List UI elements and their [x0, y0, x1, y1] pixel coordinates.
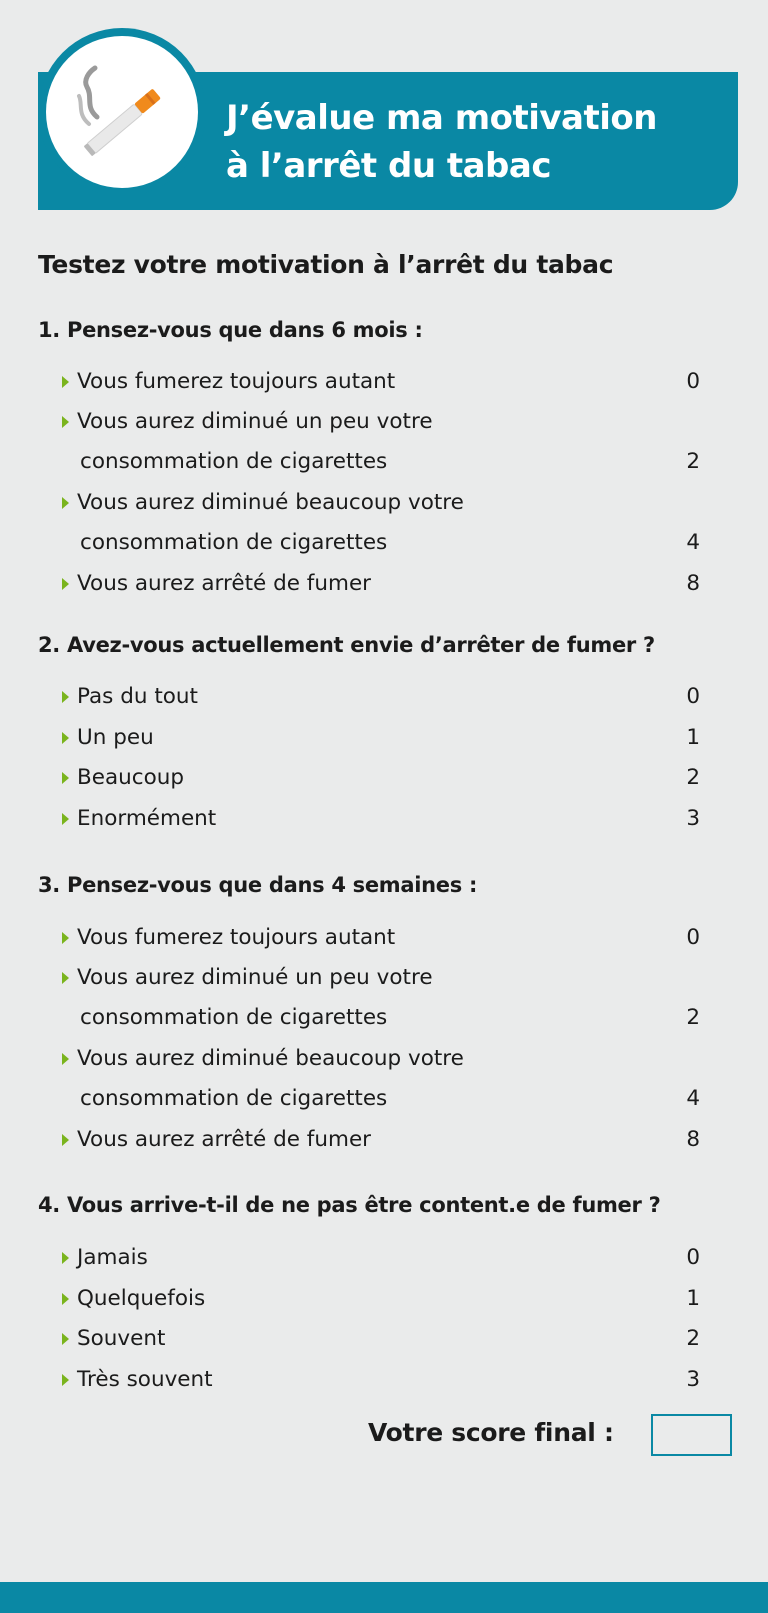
question-2-option-4[interactable]: Enormément 3: [62, 799, 700, 839]
bullet-icon: [62, 578, 69, 590]
question-1-option-3[interactable]: Vous aurez diminué beaucoup votre consommation de cigarettes 4: [62, 483, 700, 563]
question-4-title: 4. Vous arrive-t-il de ne pas être content.e de fumer ?: [38, 1193, 661, 1217]
bullet-icon: [62, 1293, 69, 1305]
question-2-option-1[interactable]: Pas du tout 0: [62, 677, 700, 717]
question-1-option-1[interactable]: Vous fumerez toujours autant 0: [62, 362, 700, 402]
bullet-icon: [62, 497, 69, 509]
question-4-option-1[interactable]: Jamais 0: [62, 1238, 700, 1278]
question-4-option-4[interactable]: Très souvent 3: [62, 1360, 700, 1400]
question-3-option-3[interactable]: Vous aurez diminué beaucoup votre consommation de cigarettes 4: [62, 1039, 700, 1119]
question-2-option-3[interactable]: Beaucoup 2: [62, 758, 700, 798]
bullet-icon: [62, 416, 69, 428]
bullet-icon: [62, 1134, 69, 1146]
question-4-option-2[interactable]: Quelquefois 1: [62, 1279, 700, 1319]
header-title: [226, 94, 657, 190]
footer-band: [0, 1582, 768, 1613]
question-3-title: 3. Pensez-vous que dans 4 semaines :: [38, 873, 478, 897]
header-title-line1: J’évalue ma motivation: [226, 98, 657, 138]
bullet-icon: [62, 691, 69, 703]
final-score-input[interactable]: [651, 1414, 732, 1456]
question-3-option-4[interactable]: Vous aurez arrêté de fumer 8: [62, 1120, 700, 1160]
bullet-icon: [62, 813, 69, 825]
bullet-icon: [62, 1053, 69, 1065]
question-3-option-1[interactable]: Vous fumerez toujours autant 0: [62, 918, 700, 958]
bullet-icon: [62, 772, 69, 784]
bullet-icon: [62, 972, 69, 984]
header-title-line2: à l’arrêt du tabac: [226, 146, 551, 186]
bullet-icon: [62, 1252, 69, 1264]
question-2-option-2[interactable]: Un peu 1: [62, 718, 700, 758]
question-1-title: 1. Pensez-vous que dans 6 mois :: [38, 318, 423, 342]
question-2-title: 2. Avez-vous actuellement envie d’arrêter de fumer ?: [38, 633, 655, 657]
bullet-icon: [62, 932, 69, 944]
question-3-option-2[interactable]: Vous aurez diminué un peu votre consommation de cigarettes 2: [62, 958, 700, 1038]
page-title: Testez votre motivation à l’arrêt du tabac: [38, 250, 614, 279]
final-score-label: Votre score final :: [368, 1418, 614, 1447]
question-1-option-4[interactable]: Vous aurez arrêté de fumer 8: [62, 564, 700, 604]
bullet-icon: [62, 732, 69, 744]
question-1-option-2[interactable]: Vous aurez diminué un peu votre consommation de cigarettes 2: [62, 402, 700, 482]
bullet-icon: [62, 1333, 69, 1345]
question-4-option-3[interactable]: Souvent 2: [62, 1319, 700, 1359]
cigarette-icon: [46, 36, 198, 188]
bullet-icon: [62, 1374, 69, 1386]
bullet-icon: [62, 376, 69, 388]
